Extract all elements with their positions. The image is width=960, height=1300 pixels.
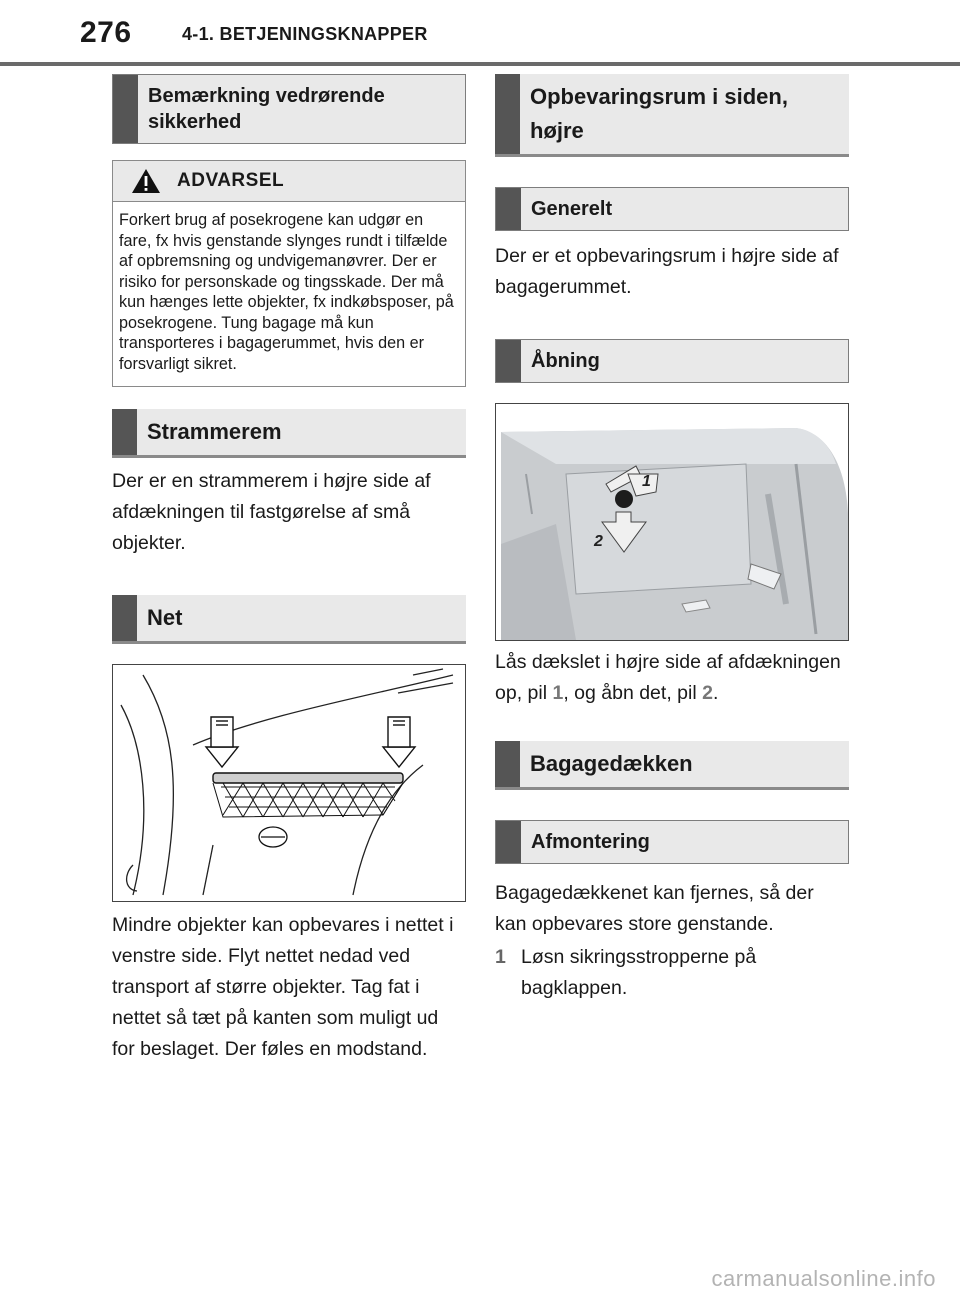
warning-text: Forkert brug af posekrogene kan udgør en fare, fx hvis genstande slynges rundt i tilfælde af opbremsning og undvigemanøvrer. Der er risiko for personskade og tingsskade. Der må kun hænges lette objekter, fx indkøbsposer, på posekrogene. Tung bagage må kun transporteres i bagagerummet, hvis den er forsvarligt sikret. bbox=[119, 211, 454, 373]
strap-text: Der er en strammerem i højre side af afdækningen til fastgørelse af små objekter. bbox=[112, 470, 431, 554]
warning-box bbox=[112, 160, 466, 387]
warning-triangle-icon bbox=[131, 168, 161, 194]
arrow-ref-2: 2 bbox=[702, 682, 713, 704]
storage-heading-box bbox=[495, 74, 849, 157]
removal-heading: Afmontering bbox=[531, 831, 650, 853]
net-heading-box bbox=[112, 595, 466, 644]
floor-heading-box bbox=[495, 741, 849, 790]
arrow-1-label: 1 bbox=[642, 473, 651, 490]
removal-heading-box bbox=[495, 820, 849, 864]
safety-heading: Bemærkning vedrørende sikkerhed bbox=[148, 85, 385, 133]
step-number: 1 bbox=[495, 946, 506, 968]
warning-title: ADVARSEL bbox=[177, 170, 285, 191]
page-number: 276 bbox=[80, 16, 132, 49]
step-text: Løsn sikringsstropperne på bagklappen. bbox=[521, 946, 757, 999]
general-text: Der er et opbevaringsrum i højre side af bagagerummet. bbox=[495, 245, 839, 298]
right-column bbox=[495, 74, 849, 1004]
arrow-2-label: 2 bbox=[594, 533, 603, 550]
opening-heading: Åbning bbox=[531, 350, 600, 372]
opening-text: Lås dækslet i højre side af afdækningen op, pil 1, og åbn det, pil 2. bbox=[495, 651, 841, 704]
watermark: carmanualsonline.info bbox=[711, 1266, 936, 1291]
opening-heading-box bbox=[495, 339, 849, 383]
general-heading: Generelt bbox=[531, 198, 613, 220]
strap-heading: Strammerem bbox=[147, 419, 282, 444]
luggage-net-illustration bbox=[113, 665, 465, 901]
storage-heading: Opbevaringsrum i siden, højre bbox=[530, 84, 788, 143]
net-figure bbox=[112, 664, 466, 902]
net-heading: Net bbox=[147, 605, 183, 630]
strap-heading-box bbox=[112, 409, 466, 458]
net-text: Mindre objekter kan opbevares i nettet i venstre side. Flyt nettet nedad ved transport af større objekter. Tag fat i nettet så tæt på kanten som muligt ud for beslaget. Der føles en modstand. bbox=[112, 914, 454, 1060]
arrow-ref-1: 1 bbox=[552, 682, 564, 704]
storage-compartment-photo bbox=[496, 404, 848, 640]
general-heading-box bbox=[495, 187, 849, 231]
removal-text: Bagagedækkenet kan fjernes, så der kan opbevares store genstande. bbox=[495, 882, 814, 935]
floor-heading: Bagagedækken bbox=[530, 751, 693, 776]
chapter-title: 4-1. BETJENINGSKNAPPER bbox=[182, 24, 428, 44]
storage-figure bbox=[495, 403, 849, 641]
left-column bbox=[112, 74, 466, 1065]
header-rule bbox=[0, 62, 960, 66]
safety-heading-box bbox=[112, 74, 466, 144]
step-item bbox=[495, 942, 849, 1004]
